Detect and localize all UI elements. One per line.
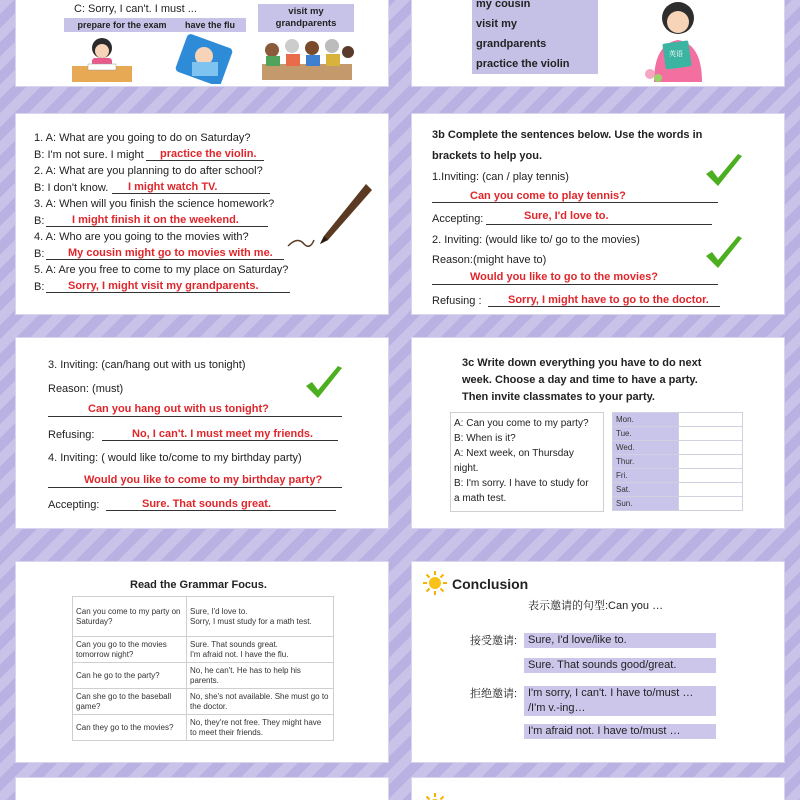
accepting-answer: Sure. That sounds great. — [142, 498, 271, 510]
slide-next-right — [412, 778, 784, 800]
sick-illustration — [174, 34, 234, 84]
refusing-label: Refusing : — [432, 295, 482, 307]
day-cell: Thur. — [613, 455, 679, 469]
schedule-cell[interactable] — [679, 413, 743, 427]
schedule-cell[interactable] — [679, 427, 743, 441]
exercise-title-2: brackets to help you. — [432, 150, 543, 162]
chip-flu: have the flu — [174, 18, 246, 32]
answer-1: practice the violin. — [160, 148, 257, 160]
inviting-2: 2. Inviting: (would like to/ go to the movies) — [432, 234, 640, 246]
schedule-cell[interactable] — [679, 455, 743, 469]
accept-phrase-1: Sure, I'd love/like to. — [524, 633, 716, 648]
answer-4-prefix: B: — [34, 248, 45, 260]
phrase-grandparents: grandparents — [472, 34, 598, 54]
slide-3c-exercise — [412, 338, 784, 528]
day-cell: Tue. — [613, 427, 679, 441]
schedule-cell[interactable] — [679, 441, 743, 455]
question-cell: Can you go to the movies tomorrow night? — [73, 637, 187, 663]
accept-phrase-2: Sure. That sounds good/great. — [524, 658, 716, 673]
slide-3b-continued — [16, 338, 388, 528]
question-3: 3. A: When will you finish the science homework? — [34, 198, 275, 210]
table-row — [613, 497, 743, 511]
inviting-4: 4. Inviting: ( would like to/come to my birthday party) — [48, 452, 302, 464]
refusing-answer: No, I can't. I must meet my friends. — [132, 428, 314, 440]
answer-cell: No, she's not available. She must go to the doctor. — [187, 689, 334, 715]
inviting-1: 1.Inviting: (can / play tennis) — [432, 171, 569, 183]
table-row — [613, 441, 743, 455]
answer-5-line — [46, 292, 290, 293]
refuse-phrase-1-line2: /I'm v.-ing… — [528, 702, 586, 714]
answer-2-line — [112, 193, 270, 194]
answer-movies-line — [432, 284, 718, 285]
chip-grandparents: visit my grandparents — [258, 4, 354, 32]
answer-cell: No, they're not free. They might have to meet their friends. — [187, 715, 334, 741]
reason-must: Reason: (must) — [48, 383, 124, 395]
schedule-cell[interactable] — [679, 469, 743, 483]
question-cell: Can they go to the movies? — [73, 715, 187, 741]
accepting-line — [486, 224, 712, 225]
sun-icon — [422, 570, 448, 596]
accepting-answer: Sure, I'd love to. — [524, 210, 609, 222]
answer-hang-out-line — [48, 416, 342, 417]
question-cell: Can she go to the baseball game? — [73, 689, 187, 715]
answer-cell: Sure. That sounds great. I'm afraid not. I have the flu. — [187, 637, 334, 663]
slide-next-left — [16, 778, 388, 800]
table-row — [73, 597, 334, 637]
refusing-line — [102, 440, 338, 441]
phrase-visit: visit my — [472, 14, 598, 34]
dialog-line: B: When is it? — [454, 433, 516, 444]
refuse-phrase-1-line1: I'm sorry, I can't. I have to/must … — [528, 687, 694, 699]
book-label: 英语 — [669, 50, 683, 58]
answer-tennis: Can you come to play tennis? — [470, 190, 626, 202]
question-cell: Can he go to the party? — [73, 663, 187, 689]
accept-label: 接受邀请: — [470, 635, 518, 647]
table-row — [613, 483, 743, 497]
checkmark-icon — [302, 364, 346, 404]
answer-3: I might finish it on the weekend. — [72, 214, 239, 226]
table-row — [73, 689, 334, 715]
question-cell: Can you come to my party on Saturday? — [73, 597, 187, 637]
answer-cell: No, he can't. He has to help his parents. — [187, 663, 334, 689]
table-row — [613, 455, 743, 469]
checkmark-icon — [702, 234, 746, 274]
family-illustration — [252, 34, 362, 84]
answer-2-prefix: B: I don't know. — [34, 182, 109, 194]
answer-4: My cousin might go to movies with me. — [68, 247, 273, 259]
day-cell: Wed. — [613, 441, 679, 455]
checkmark-icon — [702, 152, 746, 192]
answer-5: Sorry, I might visit my grandparents. — [68, 280, 259, 292]
weekly-schedule-table — [612, 412, 743, 511]
exercise-title-1: 3b Complete the sentences below. Use the words in — [432, 129, 703, 141]
conclusion-subtitle: 表示邀请的句型:Can you … — [528, 600, 664, 612]
dialog-line: a math test. — [454, 493, 507, 504]
day-cell: Sun. — [613, 497, 679, 511]
slide-phrase-list — [412, 0, 784, 86]
slide-conclusion — [412, 562, 784, 762]
schedule-cell[interactable] — [679, 497, 743, 511]
accepting-label: Accepting: — [432, 213, 484, 225]
day-cell: Mon. — [613, 413, 679, 427]
answer-birthday: Would you like to come to my birthday party? — [84, 474, 323, 486]
day-cell: Fri. — [613, 469, 679, 483]
dialog-line: C: Sorry, I can't. I must ... — [74, 3, 197, 15]
pen-icon — [284, 180, 376, 252]
answer-cell: Sure, I'd love to. Sorry, I must study for a math test. — [187, 597, 334, 637]
table-row — [613, 469, 743, 483]
inviting-3: 3. Inviting: (can/hang out with us tonight) — [48, 359, 246, 371]
dialog-line: B: I'm sorry. I have to study for — [454, 478, 589, 489]
answer-4-line — [46, 259, 284, 260]
phrase-violin: practice the violin — [472, 54, 598, 74]
slide-grammar-focus — [16, 562, 388, 762]
table-row — [73, 663, 334, 689]
day-cell: Sat. — [613, 483, 679, 497]
exercise-title-1: 3c Write down everything you have to do next — [462, 357, 702, 369]
exercise-title-2: week. Choose a day and time to have a party. — [462, 374, 698, 386]
sun-icon — [422, 792, 448, 800]
refuse-phrase-2: I'm afraid not. I have to/must … — [524, 724, 716, 739]
schedule-cell[interactable] — [679, 483, 743, 497]
sample-dialog — [450, 412, 604, 512]
chip-exam: prepare for the exam — [64, 18, 180, 32]
table-row — [613, 427, 743, 441]
answer-5-prefix: B: — [34, 281, 45, 293]
refusing-label: Refusing: — [48, 429, 95, 441]
refusing-answer: Sorry, I might have to go to the doctor. — [508, 294, 709, 306]
slide-dialog-exercise — [16, 114, 388, 314]
question-5: 5. A: Are you free to come to my place on Saturday? — [34, 264, 289, 276]
answer-2: I might watch TV. — [128, 181, 218, 193]
table-row — [613, 413, 743, 427]
student-illustration — [72, 34, 132, 84]
reading-girl-illustration — [638, 0, 718, 82]
grammar-table — [72, 596, 334, 741]
refuse-phrase-1 — [524, 686, 716, 716]
answer-hang-out: Can you hang out with us tonight? — [88, 403, 269, 415]
answer-3-line — [46, 226, 268, 227]
table-row — [73, 637, 334, 663]
slide-3b-exercise — [412, 114, 784, 314]
answer-birthday-line — [48, 487, 342, 488]
dialog-line: A: Next week, on Thursday — [454, 448, 574, 459]
answer-tennis-line — [432, 202, 718, 203]
dialog-line: night. — [454, 463, 479, 474]
refuse-label: 拒绝邀请: — [470, 688, 518, 700]
dialog-line: A: Can you come to my party? — [454, 418, 589, 429]
answer-1-prefix: B: I'm not sure. I might — [34, 149, 144, 161]
question-4: 4. A: Who are you going to the movies with? — [34, 231, 249, 243]
answer-movies: Would you like to go to the movies? — [470, 271, 659, 283]
answer-3-prefix: B: — [34, 215, 45, 227]
table-row — [73, 715, 334, 741]
exercise-title-3: Then invite classmates to your party. — [462, 391, 655, 403]
accepting-line — [106, 510, 336, 511]
reason: Reason:(might have to) — [432, 254, 547, 266]
refusing-line — [488, 306, 720, 307]
conclusion-title: Conclusion — [452, 576, 529, 592]
phrase-cousin: my cousin — [472, 0, 598, 14]
accepting-label: Accepting: — [48, 499, 100, 511]
question-1: 1. A: What are you going to do on Saturday? — [34, 132, 251, 144]
answer-1-line — [146, 160, 264, 161]
question-2: 2. A: What are you planning to do after school? — [34, 165, 263, 177]
grammar-title: Read the Grammar Focus. — [130, 579, 267, 591]
slide-invitation-reasons — [16, 0, 388, 86]
